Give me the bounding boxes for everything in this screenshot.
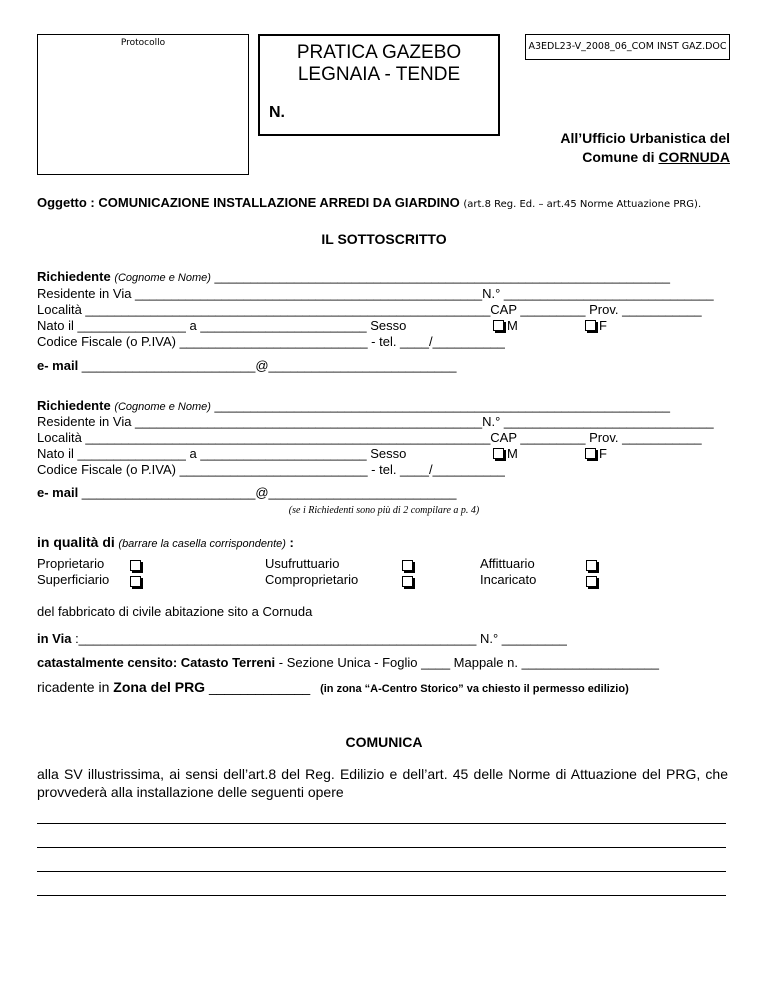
richiedente-label: Richiedente [37,398,111,413]
opt-incaricato[interactable] [480,572,536,588]
checkbox[interactable] [586,560,597,571]
email-field[interactable]: ________________________@__________________________ [78,485,457,500]
oggetto-label: Oggetto : COMUNICAZIONE INSTALLAZIONE ARREDI DA GIARDINO [37,195,460,210]
zona-prefix: ricadente in [37,679,114,695]
nato-2-row[interactable] [37,445,607,462]
zona-label: Zona del PRG [113,679,206,695]
opt-label: Proprietario [37,556,105,571]
sesso-m-label: M [507,446,518,461]
opere-line-1[interactable] [37,823,726,824]
document-code: A3EDL23-V_2008_06_COM INST GAZ.DOC [525,34,730,60]
sesso-m-label: M [507,318,518,333]
email-2-row[interactable] [37,484,457,501]
localita-2-row[interactable]: Località ________________________________________________________CAP _________ Prov. ___________ [37,430,702,445]
oggetto-line [37,194,701,213]
checkbox-comproprietario[interactable] [400,573,416,591]
sesso-f[interactable] [583,445,607,462]
checkbox[interactable] [130,560,141,571]
email-1-row[interactable] [37,357,457,374]
qualita-heading [37,534,294,553]
pratica-box [258,34,500,136]
opt-label: Affittuario [480,556,535,571]
opt-label: Comproprietario [265,572,359,587]
codice-1-row[interactable]: Codice Fiscale (o P.IVA) __________________________ - tel. ____/__________ [37,334,505,349]
comunica-paragraph: alla SV illustrissima, ai sensi dell’art.8 del Reg. Edilizio e dell’art. 45 delle Norme di Attuazione del PRG, che provvederà alla installazione delle seguenti opere [37,766,728,800]
zona-field[interactable]: _____________ [205,679,311,695]
checkbox-incaricato[interactable] [584,573,600,591]
checkbox-superficiario[interactable] [128,573,144,591]
checkbox-f[interactable] [585,448,596,459]
opt-label: Usufruttuario [265,556,340,571]
richiedente-field[interactable]: _______________________________________________________________ [210,269,671,284]
protocollo-label: Protocollo [120,38,166,48]
opere-line-3[interactable] [37,871,726,872]
in-via-row[interactable] [37,630,567,647]
recipient-prefix: Comune di [582,149,659,165]
checkbox-m[interactable] [493,320,504,331]
checkbox-m[interactable] [493,448,504,459]
opt-comproprietario[interactable] [265,572,358,588]
opt-affittuario[interactable] [480,556,535,572]
nato-field[interactable]: Nato il _______________ a _______________________ Sesso [37,318,407,333]
pratica-title-line1: PRATICA GAZEBO [296,42,462,63]
sesso-f-label: F [599,446,607,461]
protocollo-box [37,34,249,175]
email-field[interactable]: ________________________@__________________________ [78,358,457,373]
in-via-field[interactable]: :_______________________________________________________ N.° _________ [71,631,567,646]
zona-row[interactable] [37,679,629,698]
pratica-title [260,42,498,86]
nato-field[interactable]: Nato il _______________ a _______________________ Sesso [37,446,407,461]
richiedente-hint: (Cognome e Nome) [114,401,211,413]
checkbox-f[interactable] [585,320,596,331]
catasto-label: catastalmente censito: Catasto Terreni [37,655,276,670]
qualita-hint: (barrare la casella corrispondente) [118,538,286,550]
checkbox[interactable] [402,560,413,571]
checkbox[interactable] [402,576,413,587]
checkbox[interactable] [130,576,141,587]
richiedente-field[interactable]: _______________________________________________________________ [210,398,671,413]
comunica-heading: COMUNICA [345,734,423,750]
opt-proprietario[interactable] [37,556,104,572]
sesso-m[interactable] [491,317,518,334]
catasto-row[interactable] [37,654,659,671]
opt-label: Incaricato [480,572,537,587]
fabbricato-text: del fabbricato di civile abitazione sito a Cornuda [37,604,313,619]
zona-note: (in zona “A-Centro Storico” va chiesto il permesso edilizio) [320,683,629,695]
nato-1-row[interactable] [37,317,607,334]
residente-2-row[interactable]: Residente in Via ________________________________________________N.° _____________________________ [37,414,714,429]
residente-1-row[interactable]: Residente in Via ________________________________________________N.° _____________________________ [37,286,714,301]
opere-line-2[interactable] [37,847,726,848]
pratica-number-label: N. [269,104,285,121]
opere-line-4[interactable] [37,895,726,896]
sesso-f-label: F [599,318,607,333]
pratica-title-line2: LEGNAIA - TENDE [297,64,461,85]
opt-label: Superficiario [37,572,110,587]
recipient-comune: CORNUDA [658,149,730,165]
catasto-field[interactable]: - Sezione Unica - Foglio ____ Mappale n. ___________________ [275,655,659,670]
sesso-f[interactable] [583,317,607,334]
richiedente-label: Richiedente [37,269,111,284]
opt-usufruttuario[interactable] [265,556,339,572]
codice-2-row[interactable]: Codice Fiscale (o P.IVA) __________________________ - tel. ____/__________ [37,462,505,477]
opt-superficiario[interactable] [37,572,109,588]
localita-1-row[interactable]: Località ________________________________________________________CAP _________ Prov. ___________ [37,302,702,317]
in-via-label: in Via [37,631,72,646]
sottoscritto-heading: IL SOTTOSCRITTO [321,231,447,247]
email-label: e- mail [37,358,79,373]
email-label: e- mail [37,485,79,500]
sesso-m[interactable] [491,445,518,462]
oggetto-note: (art.8 Reg. Ed. – art.45 Norme Attuazione PRG). [463,199,702,210]
recipient-line1: All’Ufficio Urbanistica del [560,130,730,146]
recipient-line2 [560,148,730,167]
richiedente-hint: (Cognome e Nome) [114,272,211,284]
checkbox[interactable] [586,576,597,587]
qualita-label: in qualità di [37,534,115,550]
recipient-block [560,129,730,167]
qualita-colon: : [285,535,294,550]
note-richiedenti: (se i Richiedenti sono più di 2 compilare a p. 4) [288,505,480,516]
